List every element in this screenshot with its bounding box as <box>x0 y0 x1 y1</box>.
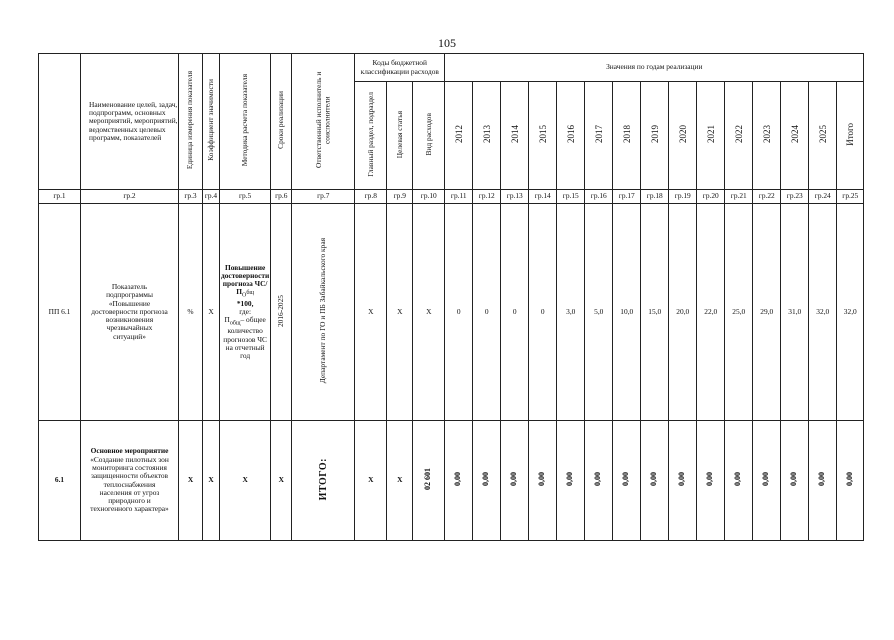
column-number: гр.13 <box>501 190 529 204</box>
column-number: гр.16 <box>585 190 613 204</box>
indicator-value: 3,0 <box>557 204 585 421</box>
column-number: гр.5 <box>220 190 271 204</box>
main-activity-expense-type: 02 601 <box>413 421 445 541</box>
main-activity-coefficient: Х <box>203 421 220 541</box>
column-number: гр.8 <box>355 190 387 204</box>
main-activity-value <box>445 421 473 541</box>
year-label: 2014 <box>509 125 520 144</box>
header-year-10 <box>725 82 753 190</box>
column-number: гр.24 <box>809 190 837 204</box>
indicator-value: 29,0 <box>753 204 781 421</box>
main-activity-value <box>613 421 641 541</box>
year-label: 2012 <box>453 125 464 144</box>
header-year-5 <box>585 82 613 190</box>
column-number: гр.21 <box>725 190 753 204</box>
header-method: Методика расчета показателя <box>220 54 271 190</box>
column-number: гр.23 <box>781 190 809 204</box>
indicator-period: 2016-2025 <box>271 204 292 421</box>
main-activity-value <box>473 421 501 541</box>
indicator-name: Показатель подпрограммы «Повышение достоверности прогноза возникновения чрезвычайных ситуаций» <box>81 204 179 421</box>
main-activity-name: Основное мероприятие «Создание пилотных зон мониторинга состояния защищенности объектов теплоснабжения населения от угроз природного и техногенного характера» <box>81 421 179 541</box>
column-number: гр.19 <box>669 190 697 204</box>
main-activity-value-text: 0,00 <box>481 472 491 487</box>
column-number: гр.14 <box>529 190 557 204</box>
column-number: гр.1 <box>39 190 81 204</box>
column-number: гр.6 <box>271 190 292 204</box>
main-activity-value <box>753 421 781 541</box>
header-year-12 <box>781 82 809 190</box>
main-activity-value-text: 0,00 <box>649 472 659 487</box>
indicator-target-article: Х <box>387 204 413 421</box>
page-number: 105 <box>438 36 456 50</box>
main-activity-value <box>501 421 529 541</box>
main-activity-target-article: Х <box>387 421 413 541</box>
main-activity-value <box>529 421 557 541</box>
main-activity-value-text: 0,00 <box>537 472 547 487</box>
indicator-value: 0 <box>445 204 473 421</box>
main-activity-value-text: 0,00 <box>705 472 715 487</box>
indicator-value: 5,0 <box>585 204 613 421</box>
column-number: гр.11 <box>445 190 473 204</box>
indicator-value: 31,0 <box>781 204 809 421</box>
header-year-3 <box>529 82 557 190</box>
indicator-expense-type: Х <box>413 204 445 421</box>
indicator-code: ПП 6.1 <box>39 204 81 421</box>
header-period: Сроки реализации <box>271 54 292 190</box>
main-activity-value <box>781 421 809 541</box>
main-activity-method: Х <box>220 421 271 541</box>
indicator-coefficient: Х <box>203 204 220 421</box>
column-number: гр.10 <box>413 190 445 204</box>
year-label: 2025 <box>817 125 828 144</box>
main-activity-value <box>837 421 864 541</box>
year-label: 2015 <box>537 125 548 144</box>
header-year-4 <box>557 82 585 190</box>
header-year-2 <box>501 82 529 190</box>
column-number: гр.17 <box>613 190 641 204</box>
header-target-article: Целевая статья <box>387 82 413 190</box>
main-activity-unit: Х <box>179 421 203 541</box>
indicator-value: 32,0 <box>837 204 864 421</box>
main-activity-value <box>809 421 837 541</box>
year-label: 2019 <box>649 125 660 144</box>
main-activity-value-text: 0,00 <box>453 472 463 487</box>
indicator-value: 0 <box>529 204 557 421</box>
indicator-unit: % <box>179 204 203 421</box>
column-number: гр.2 <box>81 190 179 204</box>
header-year-11 <box>753 82 781 190</box>
header-year-6 <box>613 82 641 190</box>
header-year-14 <box>837 82 864 190</box>
main-activity-value-text: 0,00 <box>789 472 799 487</box>
column-number: гр.9 <box>387 190 413 204</box>
indicator-responsible: Департамент по ГО и ПБ Забайкальского края <box>292 204 355 421</box>
indicator-value: 22,0 <box>697 204 725 421</box>
column-number: гр.12 <box>473 190 501 204</box>
year-label: 2023 <box>761 125 772 144</box>
year-label: 2022 <box>733 125 744 144</box>
header-coefficient: Коэффициент значимости <box>203 54 220 190</box>
main-activity-value-text: 0,00 <box>509 472 519 487</box>
header-name: Наименование целей, задач, подпрограмм, основных мероприятий, мероприятий, ведомственных целевых программ, показателей <box>81 54 179 190</box>
indicator-value: 10,0 <box>613 204 641 421</box>
header-year-1 <box>473 82 501 190</box>
main-activity-value <box>697 421 725 541</box>
year-label: 2017 <box>593 125 604 144</box>
main-activity-value <box>641 421 669 541</box>
main-activity-period: Х <box>271 421 292 541</box>
year-label: 2016 <box>565 125 576 144</box>
main-activity-value <box>669 421 697 541</box>
year-label: Итого <box>845 122 856 146</box>
header-expense-type: Вид расходов <box>413 82 445 190</box>
main-activity-total-label: ИТОГО: <box>292 421 355 541</box>
column-number: гр.25 <box>837 190 864 204</box>
indicator-value: 15,0 <box>641 204 669 421</box>
indicator-value: 32,0 <box>809 204 837 421</box>
column-number: гр.4 <box>203 190 220 204</box>
header-section: Главный раздел, подраздел <box>355 82 387 190</box>
main-activity-value-text: 0,00 <box>761 472 771 487</box>
main-activity-value <box>557 421 585 541</box>
indicator-method: Повышение достоверности прогноза $ЧС/П_Общ$ *100, где: $П_{общ}-$ общее количество прогнозов ЧС на отчетный год <box>220 204 271 421</box>
indicator-value: 0 <box>473 204 501 421</box>
column-number: гр.18 <box>641 190 669 204</box>
year-label: 2020 <box>677 125 688 144</box>
year-label: 2013 <box>481 125 492 144</box>
indicator-value: 0 <box>501 204 529 421</box>
main-activity-value-text: 0,00 <box>677 472 687 487</box>
main-activity-section: Х <box>355 421 387 541</box>
column-number: гр.22 <box>753 190 781 204</box>
main-activity-value-text: 0,00 <box>593 472 603 487</box>
indicator-value: 20,0 <box>669 204 697 421</box>
year-label: 2018 <box>621 125 632 144</box>
header-col1 <box>39 54 81 190</box>
header-years-group: Значения по годам реализации <box>445 54 864 82</box>
header-year-13 <box>809 82 837 190</box>
column-number: гр.7 <box>292 190 355 204</box>
header-year-9 <box>697 82 725 190</box>
year-label: 2021 <box>705 125 716 144</box>
indicators-table <box>38 53 864 541</box>
header-responsible: Ответственный исполнитель и соисполнители <box>292 54 355 190</box>
column-number: гр.3 <box>179 190 203 204</box>
main-activity-value <box>725 421 753 541</box>
main-activity-value-text: 0,00 <box>844 472 854 487</box>
header-budget-codes: Коды бюджетной классификации расходов <box>355 54 445 82</box>
main-activity-code: 6.1 <box>39 421 81 541</box>
column-number: гр.15 <box>557 190 585 204</box>
indicator-section: Х <box>355 204 387 421</box>
main-activity-value-text: 0,00 <box>817 472 827 487</box>
main-activity-value-text: 0,00 <box>621 472 631 487</box>
indicator-value: 25,0 <box>725 204 753 421</box>
main-activity-value-text: 0,00 <box>565 472 575 487</box>
header-year-8 <box>669 82 697 190</box>
year-label: 2024 <box>789 125 800 144</box>
header-year-0 <box>445 82 473 190</box>
header-year-7 <box>641 82 669 190</box>
header-unit: Единица измерения показателя <box>179 54 203 190</box>
main-activity-value <box>585 421 613 541</box>
column-number: гр.20 <box>697 190 725 204</box>
main-activity-value-text: 0,00 <box>733 472 743 487</box>
